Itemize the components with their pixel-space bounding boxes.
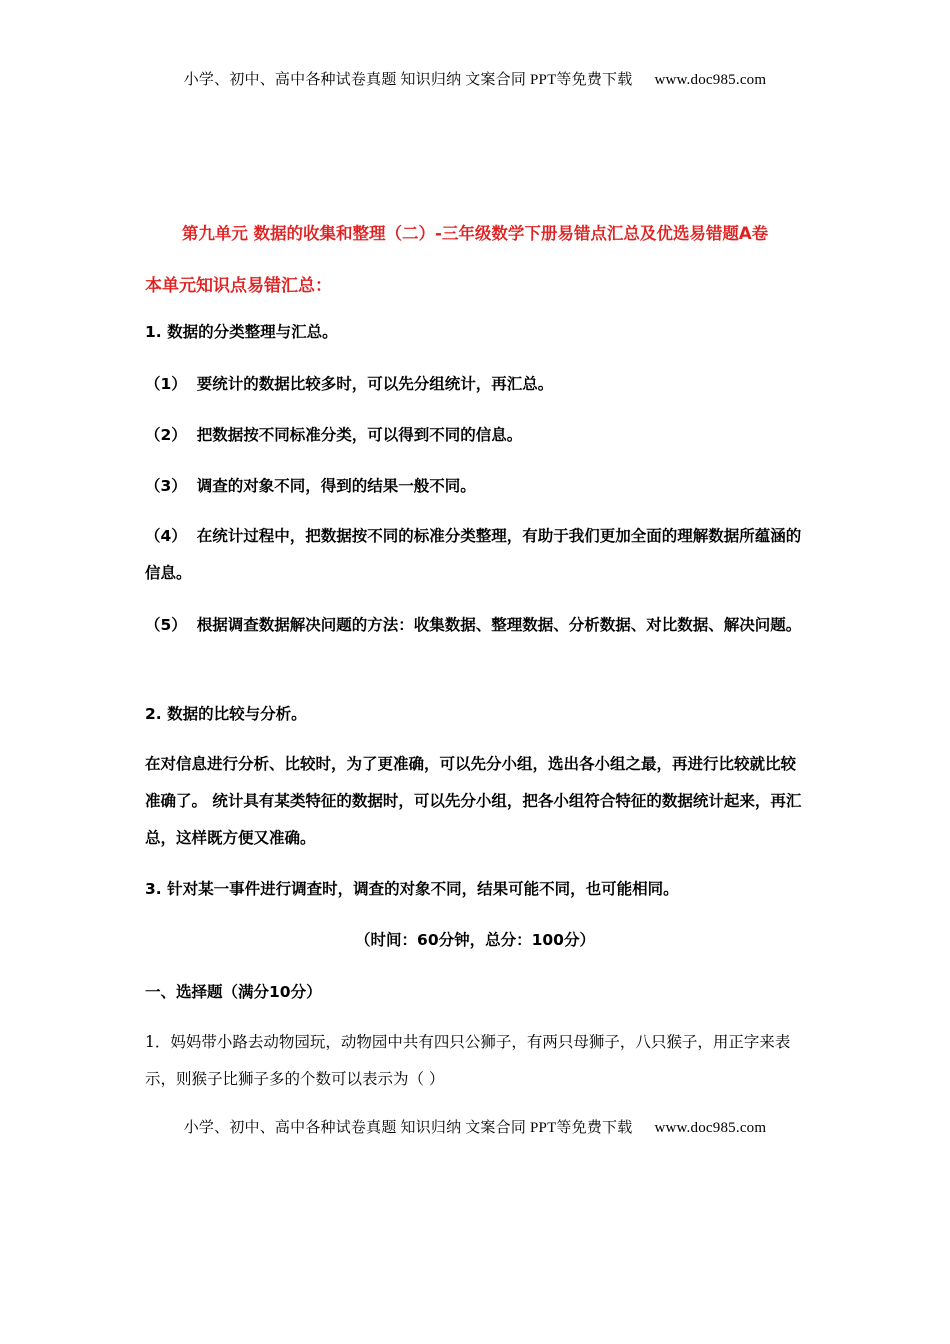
section1-heading: 1. 数据的分类整理与汇总。 xyxy=(145,323,338,341)
section3-heading: 3. 针对某一事件进行调查时，调查的对象不同，结果可能不同，也可能相同。 xyxy=(145,880,679,898)
page-footer xyxy=(0,1116,950,1137)
document-title: 第九单元 数据的收集和整理（二）-三年级数学下册易错点汇总及优选易错题A卷 xyxy=(181,224,769,243)
section-subtitle: 本单元知识点易错汇总： xyxy=(145,276,332,296)
item-text: 在统计过程中，把数据按不同的标准分类整理，有助于我们更加全面的理解数据所蕴涵的信息。 xyxy=(145,527,802,582)
item-number: （3） xyxy=(145,477,187,495)
section1-item-5 xyxy=(145,607,807,644)
exam-info: （时间：60分钟，总分：100分） xyxy=(355,931,595,949)
item-number: （4） xyxy=(145,527,187,545)
section1-item-2 xyxy=(145,417,807,454)
item-text: 要统计的数据比较多时，可以先分组统计，再汇总。 xyxy=(196,375,554,393)
item-text: 调查的对象不同，得到的结果一般不同。 xyxy=(196,477,476,495)
item-number: （1） xyxy=(145,375,187,393)
footer-url[interactable]: www.doc985.com xyxy=(654,1120,767,1136)
header-url[interactable]: www.doc985.com xyxy=(654,72,767,88)
section1-item-3 xyxy=(145,468,807,505)
item-text: 把数据按不同标准分类，可以得到不同的信息。 xyxy=(196,426,523,444)
item-number: （2） xyxy=(145,426,187,444)
section1-item-1 xyxy=(145,366,807,403)
section1-item-4 xyxy=(145,518,807,592)
page-header xyxy=(0,68,950,89)
section2-body: 在对信息进行分析、比较时，为了更准确，可以先分小组，选出各小组之最，再进行比较就比较准确了。 统计具有某类特征的数据时，可以先分小组，把各小组符合特征的数据统计起来，再汇总，这样既方便又准确。 xyxy=(145,755,802,847)
header-text: 小学、初中、高中各种试卷真题 知识归纳 文案合同 PPT等免费下载 xyxy=(183,72,633,88)
question-1: 1．妈妈带小路去动物园玩，动物园中共有四只公狮子，有两只母狮子，八只猴子，用正字来表示，则猴子比狮子多的个数可以表示为（ ） xyxy=(145,1033,791,1088)
part1-heading: 一、选择题（满分10分） xyxy=(145,983,322,1001)
footer-text: 小学、初中、高中各种试卷真题 知识归纳 文案合同 PPT等免费下载 xyxy=(183,1120,633,1136)
item-number: （5） xyxy=(145,616,187,634)
item-text: 根据调查数据解决问题的方法：收集数据、整理数据、分析数据、对比数据、解决问题。 xyxy=(196,616,802,634)
section2-heading: 2. 数据的比较与分析。 xyxy=(145,705,307,723)
